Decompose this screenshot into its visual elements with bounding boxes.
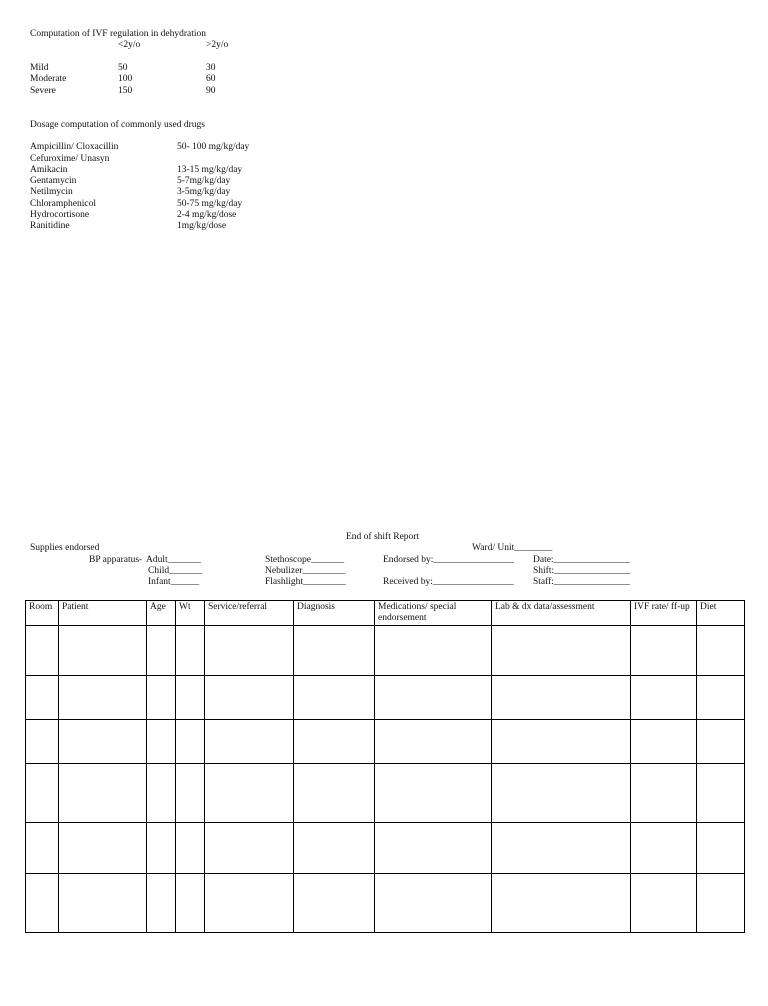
- received-by-field[interactable]: Received by:_________________: [383, 577, 514, 587]
- col-header-lab: Lab & dx data/assessment: [492, 601, 631, 626]
- bp-infant-field[interactable]: Infant______: [148, 577, 200, 587]
- supplies-label: Supplies endorsed: [30, 543, 100, 553]
- ivf-row-value: 60: [206, 74, 216, 84]
- table-header-row: [26, 601, 745, 626]
- table-cell[interactable]: [697, 874, 745, 933]
- report-title: End of shift Report: [346, 532, 420, 542]
- col-header-diagnosis: Diagnosis: [294, 601, 375, 626]
- table-cell[interactable]: [205, 874, 294, 933]
- table-row: [26, 823, 745, 874]
- col-header-medications: Medications/ special endorsement: [375, 601, 492, 626]
- table-cell[interactable]: [697, 764, 745, 823]
- table-cell[interactable]: [205, 823, 294, 874]
- col-header-age: Age: [147, 601, 176, 626]
- drug-name: Hydrocortisone: [30, 210, 90, 220]
- table-cell[interactable]: [205, 626, 294, 676]
- table-row: [26, 764, 745, 823]
- table-cell[interactable]: [147, 874, 176, 933]
- table-cell[interactable]: [147, 764, 176, 823]
- table-cell[interactable]: [26, 764, 59, 823]
- table-cell[interactable]: [375, 874, 492, 933]
- table-cell[interactable]: [492, 720, 631, 764]
- table-cell[interactable]: [631, 823, 697, 874]
- drug-name: Chloramphenicol: [30, 199, 96, 209]
- stethoscope-field[interactable]: Stethoscope_______: [265, 555, 345, 565]
- table-cell[interactable]: [294, 676, 375, 720]
- ivf-row-value: 100: [118, 74, 133, 84]
- table-cell[interactable]: [492, 626, 631, 676]
- table-cell[interactable]: [26, 626, 59, 676]
- table-cell[interactable]: [697, 626, 745, 676]
- table-cell[interactable]: [375, 764, 492, 823]
- table-cell[interactable]: [176, 874, 205, 933]
- ivf-col-over-2: >2y/o: [206, 40, 229, 50]
- table-cell[interactable]: [59, 676, 147, 720]
- table-cell[interactable]: [631, 874, 697, 933]
- col-header-service: Service/referral: [205, 601, 294, 626]
- drug-dose: 5-7mg/kg/day: [177, 176, 231, 186]
- table-cell[interactable]: [631, 676, 697, 720]
- table-cell[interactable]: [205, 720, 294, 764]
- table-cell[interactable]: [375, 676, 492, 720]
- table-cell[interactable]: [294, 720, 375, 764]
- table-cell[interactable]: [492, 823, 631, 874]
- table-cell[interactable]: [294, 764, 375, 823]
- table-cell[interactable]: [631, 626, 697, 676]
- table-cell[interactable]: [59, 823, 147, 874]
- table-cell[interactable]: [294, 823, 375, 874]
- ivf-row-value: 30: [206, 63, 216, 73]
- table-cell[interactable]: [147, 823, 176, 874]
- table-cell[interactable]: [26, 874, 59, 933]
- ivf-col-under-2: <2y/o: [118, 40, 141, 50]
- table-cell[interactable]: [205, 676, 294, 720]
- endorsed-by-field[interactable]: Endorsed by:_________________: [383, 555, 515, 565]
- staff-field[interactable]: Staff:________________: [533, 577, 630, 587]
- table-cell[interactable]: [492, 764, 631, 823]
- drug-name: Cefuroxime/ Unasyn: [30, 154, 110, 164]
- ivf-row-label: Moderate: [30, 74, 67, 84]
- drug-name: Amikacin: [30, 165, 68, 175]
- table-cell[interactable]: [492, 676, 631, 720]
- table-cell[interactable]: [631, 764, 697, 823]
- table-row: [26, 626, 745, 676]
- drug-dose: 50- 100 mg/kg/day: [177, 142, 250, 152]
- col-header-patient: Patient: [59, 601, 147, 626]
- ivf-row-value: 90: [206, 86, 216, 96]
- ivf-row-label: Severe: [30, 86, 56, 96]
- table-cell[interactable]: [697, 676, 745, 720]
- col-header-diet: Diet: [697, 601, 745, 626]
- table-cell[interactable]: [375, 823, 492, 874]
- col-header-wt: Wt: [176, 601, 205, 626]
- table-cell[interactable]: [176, 676, 205, 720]
- bp-apparatus-label: BP apparatus-: [89, 555, 143, 565]
- ivf-title: Computation of IVF regulation in dehydration: [30, 29, 206, 39]
- table-cell[interactable]: [492, 874, 631, 933]
- table-cell[interactable]: [294, 626, 375, 676]
- table-cell[interactable]: [205, 764, 294, 823]
- date-field[interactable]: Date:________________: [533, 555, 630, 565]
- drug-name: Netilmycin: [30, 187, 73, 197]
- drug-dose: 13-15 mg/kg/day: [177, 165, 243, 175]
- drug-name: Ampicillin/ Cloxacillin: [30, 142, 119, 152]
- ivf-row-value: 50: [118, 63, 128, 73]
- col-header-room: Room: [26, 601, 59, 626]
- ivf-row-label: Mild: [30, 63, 49, 73]
- table-cell[interactable]: [176, 764, 205, 823]
- table-cell[interactable]: [176, 823, 205, 874]
- table-cell[interactable]: [375, 626, 492, 676]
- flashlight-field[interactable]: Flashlight_________: [265, 577, 346, 587]
- table-cell[interactable]: [294, 874, 375, 933]
- table-cell[interactable]: [631, 720, 697, 764]
- col-header-ivf: IVF rate/ ff-up: [631, 601, 697, 626]
- table-cell[interactable]: [697, 823, 745, 874]
- table-cell[interactable]: [147, 720, 176, 764]
- table-row: [26, 676, 745, 720]
- table-cell[interactable]: [176, 720, 205, 764]
- drug-dose: 1mg/kg/dose: [177, 221, 227, 231]
- ivf-row-value: 150: [118, 86, 133, 96]
- table-cell[interactable]: [176, 626, 205, 676]
- table-cell[interactable]: [26, 823, 59, 874]
- table-cell[interactable]: [147, 626, 176, 676]
- table-cell[interactable]: [59, 626, 147, 676]
- shift-field[interactable]: Shift:________________: [533, 566, 631, 576]
- drug-dose: 3-5mg/kg/day: [177, 187, 231, 197]
- drug-dose: 2-4 mg/kg/dose: [177, 210, 237, 220]
- table-row: [26, 874, 745, 933]
- bp-adult-field[interactable]: Adult_______: [146, 555, 201, 565]
- drug-dose: 50-75 mg/kg/day: [177, 199, 243, 209]
- nebulizer-field[interactable]: Nebulizer_________: [265, 566, 346, 576]
- table-cell[interactable]: [375, 720, 492, 764]
- drugs-title: Dosage computation of commonly used drugs: [30, 120, 205, 130]
- table-cell[interactable]: [147, 676, 176, 720]
- table-cell[interactable]: [26, 676, 59, 720]
- drug-name: Ranitidine: [30, 221, 70, 231]
- table-cell[interactable]: [697, 720, 745, 764]
- bp-child-field[interactable]: Child_______: [148, 566, 203, 576]
- drug-name: Gentamycin: [30, 176, 77, 186]
- table-cell[interactable]: [26, 720, 59, 764]
- ward-unit-field[interactable]: Ward/ Unit________: [472, 543, 553, 553]
- table-row: [26, 720, 745, 764]
- table-cell[interactable]: [59, 874, 147, 933]
- table-cell[interactable]: [59, 720, 147, 764]
- table-cell[interactable]: [59, 764, 147, 823]
- shift-report-table: [25, 600, 745, 933]
